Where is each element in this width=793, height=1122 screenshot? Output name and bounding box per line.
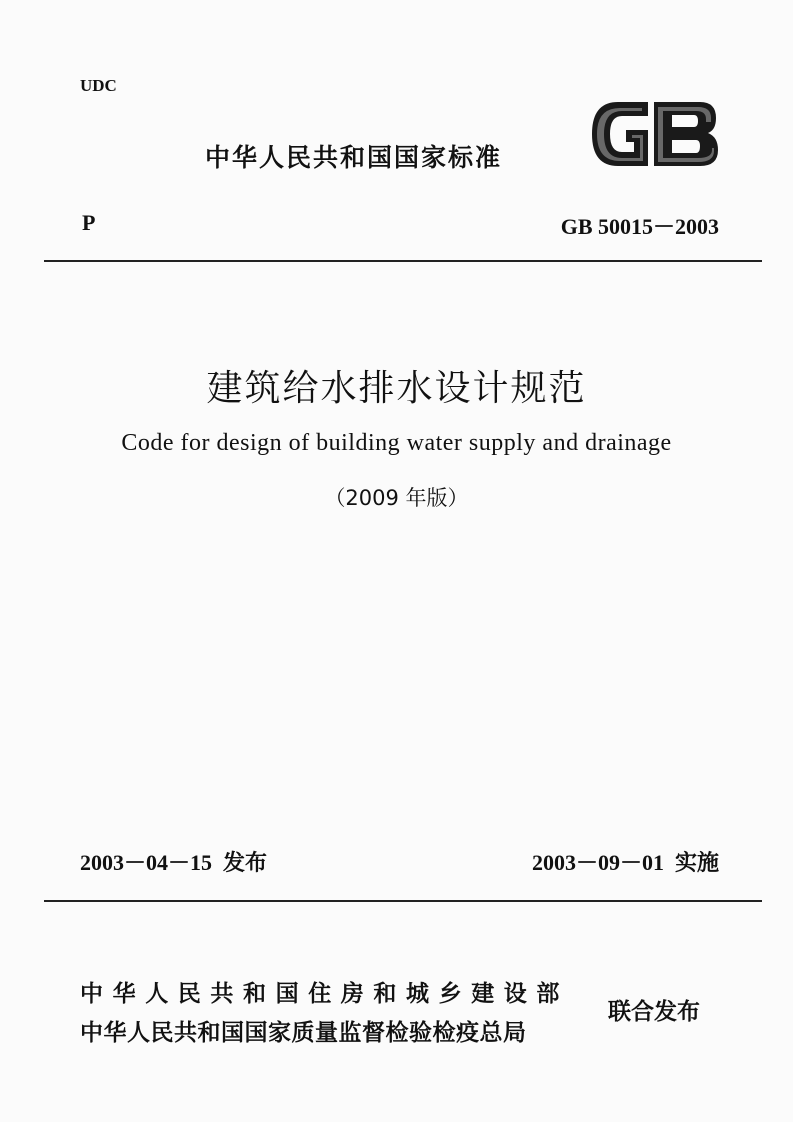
- issue-date: 2003－04－15 发布: [80, 850, 268, 875]
- document-title-english: Code for design of building water supply and drainage: [121, 430, 672, 456]
- gb-logo: [588, 98, 722, 170]
- implementation-date: 2003－09－01 实施: [531, 850, 719, 875]
- top-divider: [44, 260, 762, 262]
- national-standard-heading: 中华人民共和国国家标准: [205, 143, 503, 172]
- joint-issue-label: 联合发布: [608, 999, 700, 1025]
- edition-label: （2009 年版）: [324, 486, 469, 510]
- document-title-chinese: 建筑给水排水设计规范: [206, 368, 587, 409]
- udc-label: UDC: [80, 76, 117, 95]
- publisher-ministry: 中华人民共和国住房和城乡建设部: [80, 981, 569, 1007]
- standard-number: GB 50015－2003: [560, 214, 719, 239]
- publisher-aqsiq: 中华人民共和国国家质量监督检验检疫总局: [80, 1020, 527, 1046]
- category-code: P: [82, 210, 96, 235]
- bottom-divider: [44, 900, 762, 902]
